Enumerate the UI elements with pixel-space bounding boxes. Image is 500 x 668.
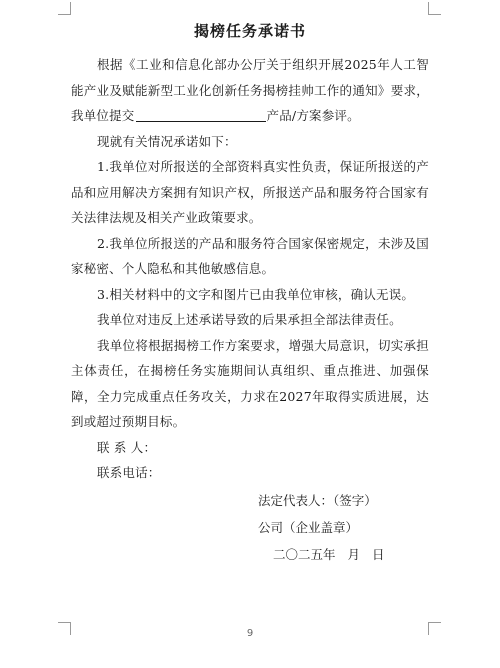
intro-text: 根据《工业和信息化部办公厅关于组织开展2025年人工智能产业及赋能新型工业化创新任务揭榜挂帅工作的通知》要求，我单位提交 (71, 57, 429, 123)
date-line: 二〇二五年 月 日 (273, 547, 385, 562)
liability-paragraph: 我单位对违反上述承诺导致的后果承担全部法律责任。 (97, 312, 402, 327)
commitment-paragraph: 我单位将根据揭榜工作方案要求，增强大局意识，切实承担主体责任，在揭榜任务实施期间认真组织、重点推进、加强保障，全力完成重点任务攻关，力求在2027年取得实质进展，达到或超过预期目标。 (71, 337, 429, 429)
contact-phone-label: 联系电话： (97, 465, 161, 480)
document-body (71, 52, 429, 486)
crop-mark-top-left (58, 2, 71, 15)
document-title: 揭榜任务承诺书 (193, 22, 306, 40)
commitment-item-2: 2.我单位所报送的产品和服务符合国家保密规定，未涉及国家秘密、个人隐私和其他敏感信息。 (71, 235, 429, 276)
commitment-item-3: 3.相关材料中的文字和图片已由我单位审核，确认无误。 (97, 286, 415, 302)
page-number: 9 (246, 628, 254, 639)
intro-paragraph (71, 52, 429, 129)
legal-representative-signature: 法定代表人：（签字） (258, 493, 377, 508)
contact-person-label: 联 系 人： (97, 439, 157, 455)
commitment-item-1: 1.我单位对所报送的全部资料真实性负责，保证所报送的产品和应用解决方案拥有知识产权，所报送产品和服务符合国家有关法律法规及相关产业政策要求。 (71, 159, 429, 225)
product-name-blank (136, 108, 266, 122)
statement-lead: 现就有关情况承诺如下： (97, 133, 237, 149)
crop-mark-top-right (428, 2, 441, 15)
company-seal-line: 公司（企业盖章） (258, 520, 359, 535)
intro-tail: 产品/方案参评。 (266, 108, 360, 123)
